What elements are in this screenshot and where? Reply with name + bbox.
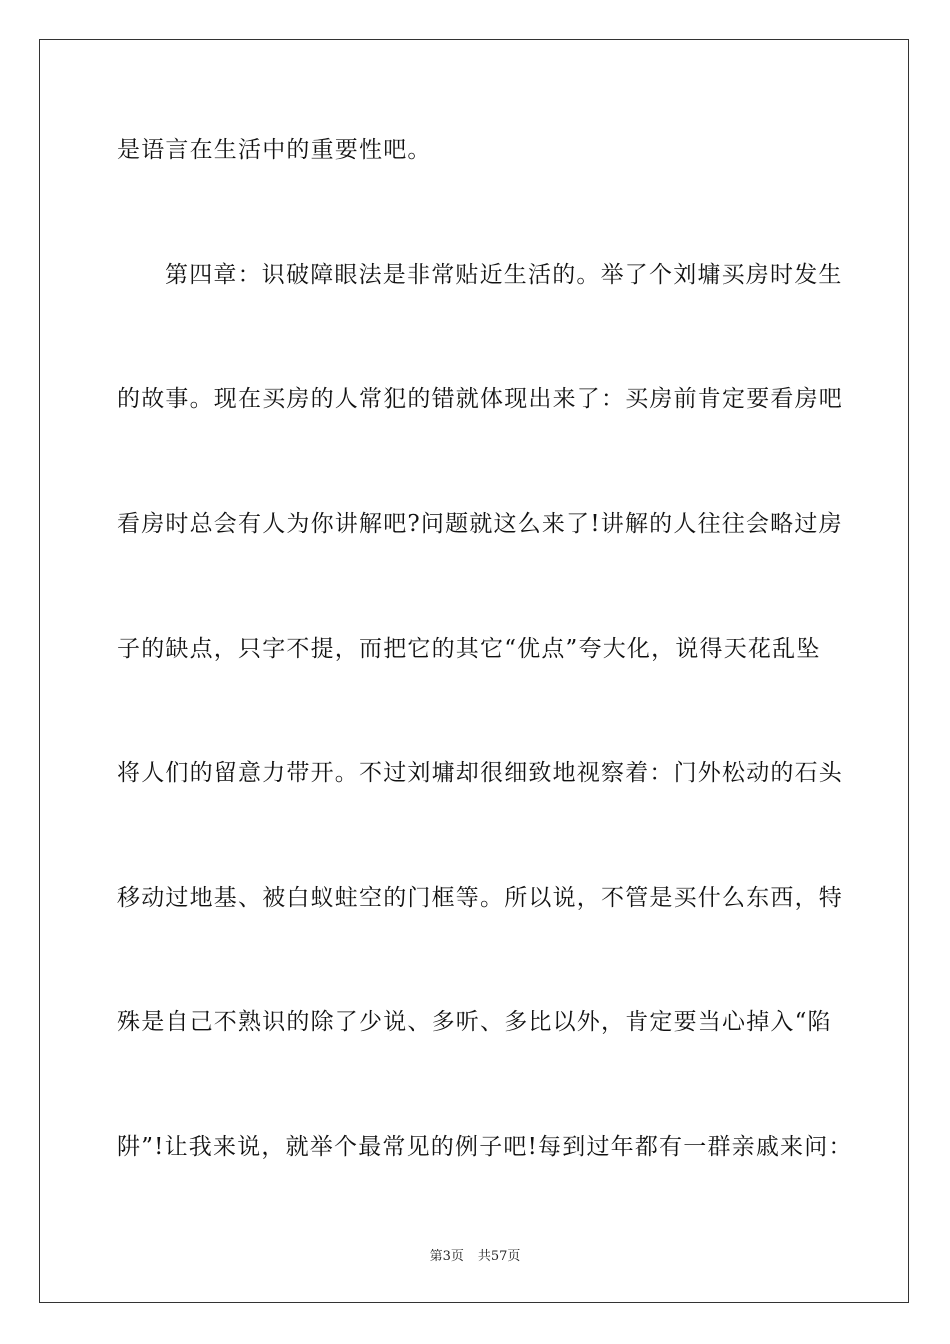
body-text-line: 的故事。现在买房的人常犯的错就体现出来了：买房前肯定要看房吧 <box>117 386 843 412</box>
page-border <box>39 39 909 1303</box>
body-text-line: 看房时总会有人为你讲解吧?问题就这么来了!讲解的人往往会略过房 <box>117 511 843 537</box>
body-text-line: 阱”!让我来说，就举个最常见的例子吧!每到过年都有一群亲戚来问： <box>117 1134 853 1160</box>
body-text-line: 是语言在生活中的重要性吧。 <box>117 137 432 163</box>
current-page-label: 第3页 <box>429 1249 464 1264</box>
body-text-line: 子的缺点，只字不提，而把它的其它“优点”夸大化，说得天花乱坠 <box>117 636 821 662</box>
chapter-four-paragraph-start: 第四章：识破障眼法是非常贴近生活的。举了个刘墉买房时发生 <box>165 262 843 288</box>
body-text-line: 将人们的留意力带开。不过刘墉却很细致地视察着：门外松动的石头 <box>117 760 843 786</box>
page-footer <box>0 1248 950 1266</box>
body-text-line: 移动过地基、被白蚁蛀空的门框等。所以说，不管是买什么东西，特 <box>117 885 843 911</box>
body-text-line: 殊是自己不熟识的除了少说、多听、多比以外，肯定要当心掉入“陷 <box>117 1009 832 1035</box>
total-pages-label: 共57页 <box>477 1249 521 1264</box>
